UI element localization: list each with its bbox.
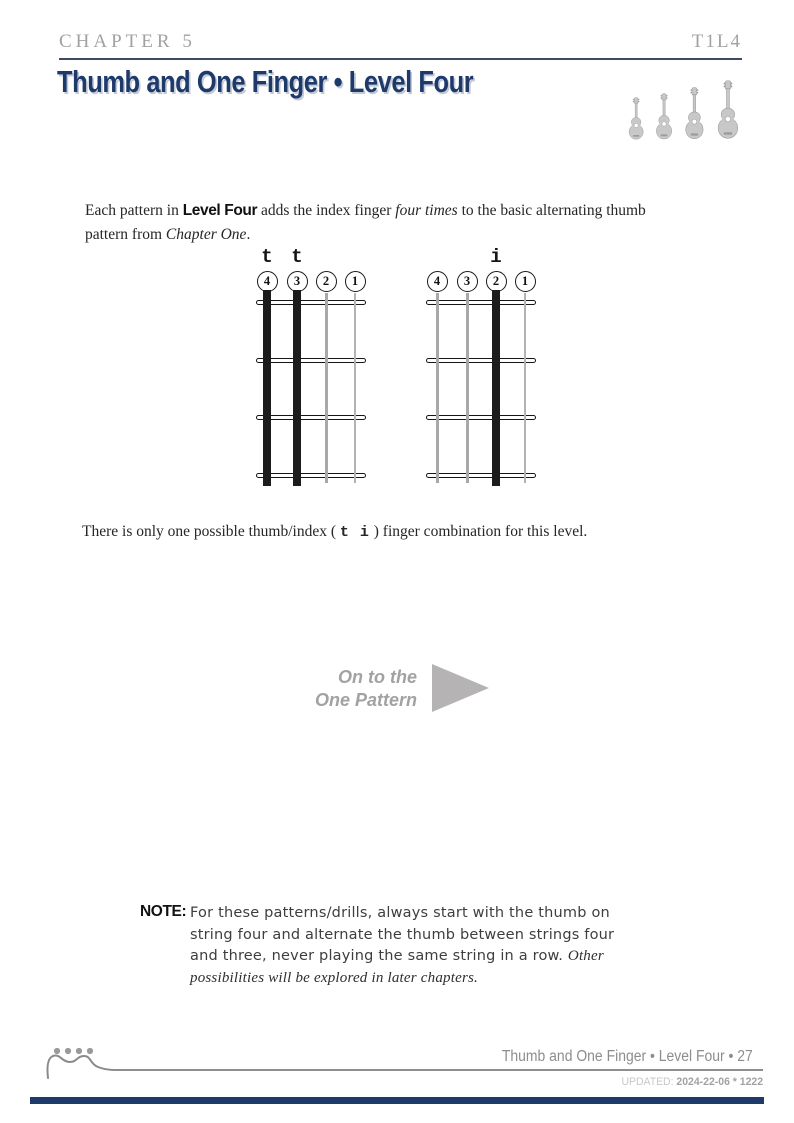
cta-text <box>270 666 417 712</box>
fret-bar <box>426 358 536 363</box>
updated-label: UPDATED: <box>621 1076 674 1088</box>
updated-stamp <box>621 1076 763 1088</box>
string-highlighted <box>293 290 301 486</box>
fret-bar <box>256 473 366 478</box>
string-number-badge: 4 <box>427 271 448 292</box>
guitar-headstock-doodle <box>40 1042 118 1080</box>
ukulele-icon <box>653 93 675 142</box>
string-line <box>524 293 526 483</box>
fret-bar <box>256 300 366 305</box>
ukulele-icon <box>626 97 646 142</box>
note-italic: Other possibilities will be explored in later chapters. <box>190 948 604 986</box>
string-number-badge: 3 <box>457 271 478 292</box>
fret-bar <box>426 473 536 478</box>
string-number-badge: 1 <box>345 271 366 292</box>
string-highlighted <box>263 290 271 486</box>
ukulele-icon <box>682 87 707 142</box>
ukulele-icon <box>714 80 742 142</box>
string-number-badge: 1 <box>515 271 536 292</box>
string-highlighted <box>492 290 500 486</box>
finger-label: i <box>490 246 502 268</box>
page-code: T1L4 <box>691 31 742 52</box>
note-body: For these patterns/drills, always start with the thumb on string four and alternate the thumb between strings four and three, never playing the same string in a row. Other possibilities will be explored in later chapters. <box>190 905 615 986</box>
fret-bar <box>426 415 536 420</box>
finger-label: t <box>261 246 273 268</box>
string-line <box>325 293 328 483</box>
intro-paragraph: Each pattern in Level Four adds the index finger four times to the basic alternating thumb pattern from Chapter One. <box>85 201 646 244</box>
bottom-navy-bar <box>30 1097 764 1104</box>
string-number-badge: 2 <box>486 271 507 292</box>
chapter-heading: CHAPTER 5 <box>59 31 196 52</box>
pattern-diagram-thumb <box>253 246 369 486</box>
string-line <box>354 293 356 483</box>
string-line <box>436 293 439 483</box>
combination-sentence: There is only one possible thumb/index ( t i ) finger combination for this level. <box>82 522 588 541</box>
string-number-badge: 2 <box>316 271 337 292</box>
string-line <box>466 293 469 483</box>
cta-line1: On to the <box>338 667 417 687</box>
string-number-badge: 3 <box>287 271 308 292</box>
strings-grid <box>253 293 369 483</box>
footer-rule <box>113 1069 763 1071</box>
pattern-diagram-index <box>423 246 539 486</box>
updated-value: 2024-22-06 * 1222 <box>676 1076 763 1088</box>
ukulele-icons <box>626 80 742 142</box>
footer-page-title: Thumb and One Finger • Level Four • 27 <box>502 1048 753 1065</box>
intro-text: Each pattern in <box>85 201 183 219</box>
ti-mono-label: t i <box>339 523 370 541</box>
cta-line2: One Pattern <box>314 690 417 710</box>
strings-grid <box>423 293 539 483</box>
fret-bar <box>426 300 536 305</box>
finger-label: t <box>291 246 303 268</box>
fret-bar <box>256 358 366 363</box>
triangle-right-icon <box>432 664 489 712</box>
level-four-label: Level Four <box>182 201 258 219</box>
fret-bar <box>256 415 366 420</box>
string-number-badge: 4 <box>257 271 278 292</box>
header-rule <box>59 58 742 60</box>
page-title: Thumb and One Finger • Level Four <box>57 64 474 99</box>
note-label: NOTE: <box>140 903 187 920</box>
